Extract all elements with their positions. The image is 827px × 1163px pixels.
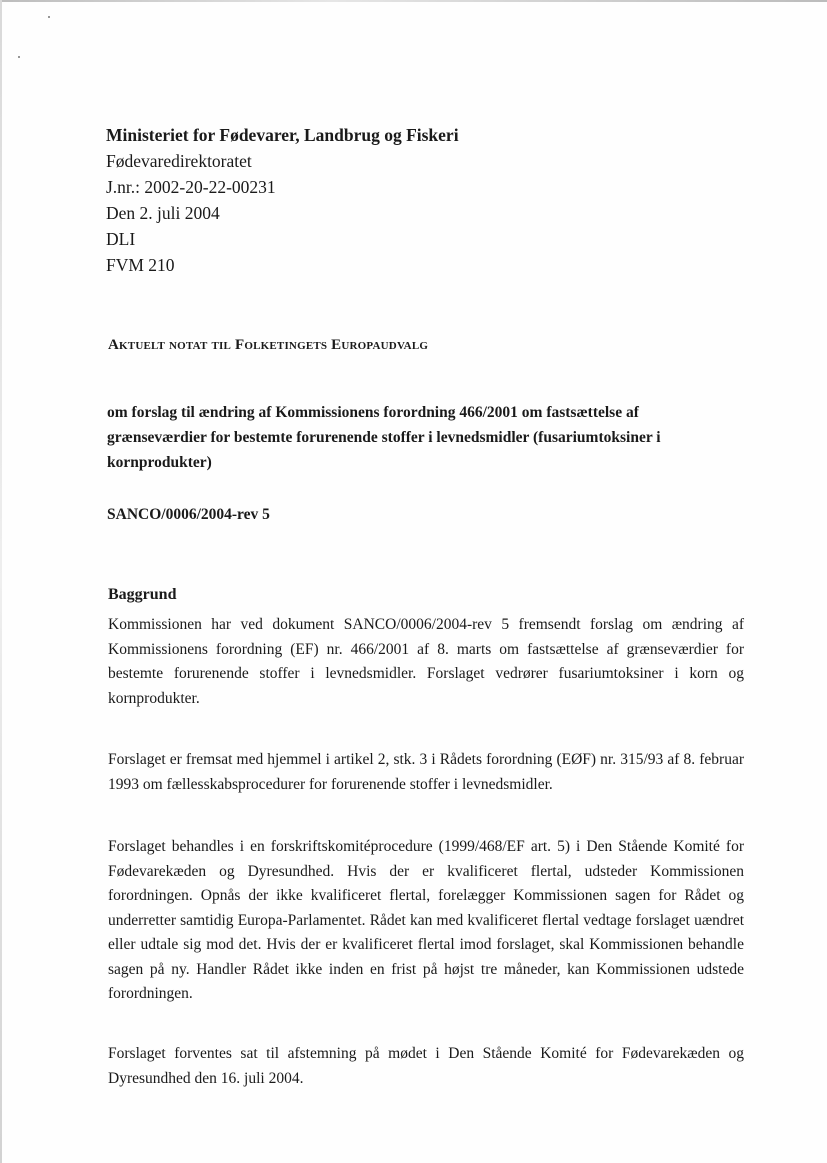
document-reference: SANCO/0006/2004-rev 5 [107, 506, 270, 523]
scan-speck [18, 56, 20, 58]
file-reference: FVM 210 [106, 255, 175, 275]
journal-number: J.nr.: 2002-20-22-00231 [106, 177, 276, 197]
author-initials: DLI [106, 229, 136, 249]
ministry-name: Ministeriet for Fødevarer, Landbrug og Fiskeri [106, 125, 459, 145]
scan-top-edge [0, 0, 827, 2]
memo-subject: om forslag til ændring af Kommissionens forordning 466/2001 om fastsættelse af grænseværdier for bestemte forurenende stoffer i levnedsmidler (fusariumtoksiner i kornprodukter) [107, 404, 661, 471]
memo-title: Aktuelt notat til Folketingets Europaudvalg [108, 337, 429, 353]
paragraph: Forslaget behandles i en forskriftskomitéprocedure (1999/468/EF art. 5) i Den Stående Komité for Fødevarekæden og Dyresundhed. Hvis der er kvalificeret flertal, udsteder Kommissionen forordningen. Opnås der ikke kvalificeret flertal, forelægger Kommissionen sagen for Rådet og underretter samtidig Europa-Parlamentet. Rådet kan med kvalificeret flertal vedtage forslaget uændret eller udtale sig mod det. Hvis der er kvalificeret flertal imod forslaget, skal Kommissionen behandle sagen på ny. Handler Rådet ikke inden en frist på højst tre måneder, kan Kommissionen udstede forordningen. [108, 838, 744, 1002]
letterhead [106, 122, 746, 278]
document-date: Den 2. juli 2004 [106, 203, 220, 223]
paragraph: Forslaget er fremsat med hjemmel i artikel 2, stk. 3 i Rådets forordning (EØF) nr. 315/93 af 8. februar 1993 om fællesskabsprocedurer for forurenende stoffer i levnedsmidler. [108, 751, 744, 793]
paragraph: Kommissionen har ved dokument SANCO/0006/2004-rev 5 fremsendt forslag om ændring af Kommissionens forordning (EF) nr. 466/2001 af 8. marts om fastsættelse af grænseværdier for bestemte forurenende stoffer i levnedsmidler. Forslaget vedrører fusariumtoksiner i korn og kornprodukter. [108, 616, 744, 707]
paragraph: Forslaget forventes sat til afstemning på mødet i Den Stående Komité for Fødevarekæden og Dyresundhed den 16. juli 2004. [108, 1045, 744, 1087]
section-heading: Baggrund [108, 586, 177, 603]
directorate-name: Fødevaredirektoratet [106, 151, 252, 171]
scan-left-edge [0, 0, 2, 1163]
scan-speck [48, 16, 50, 18]
